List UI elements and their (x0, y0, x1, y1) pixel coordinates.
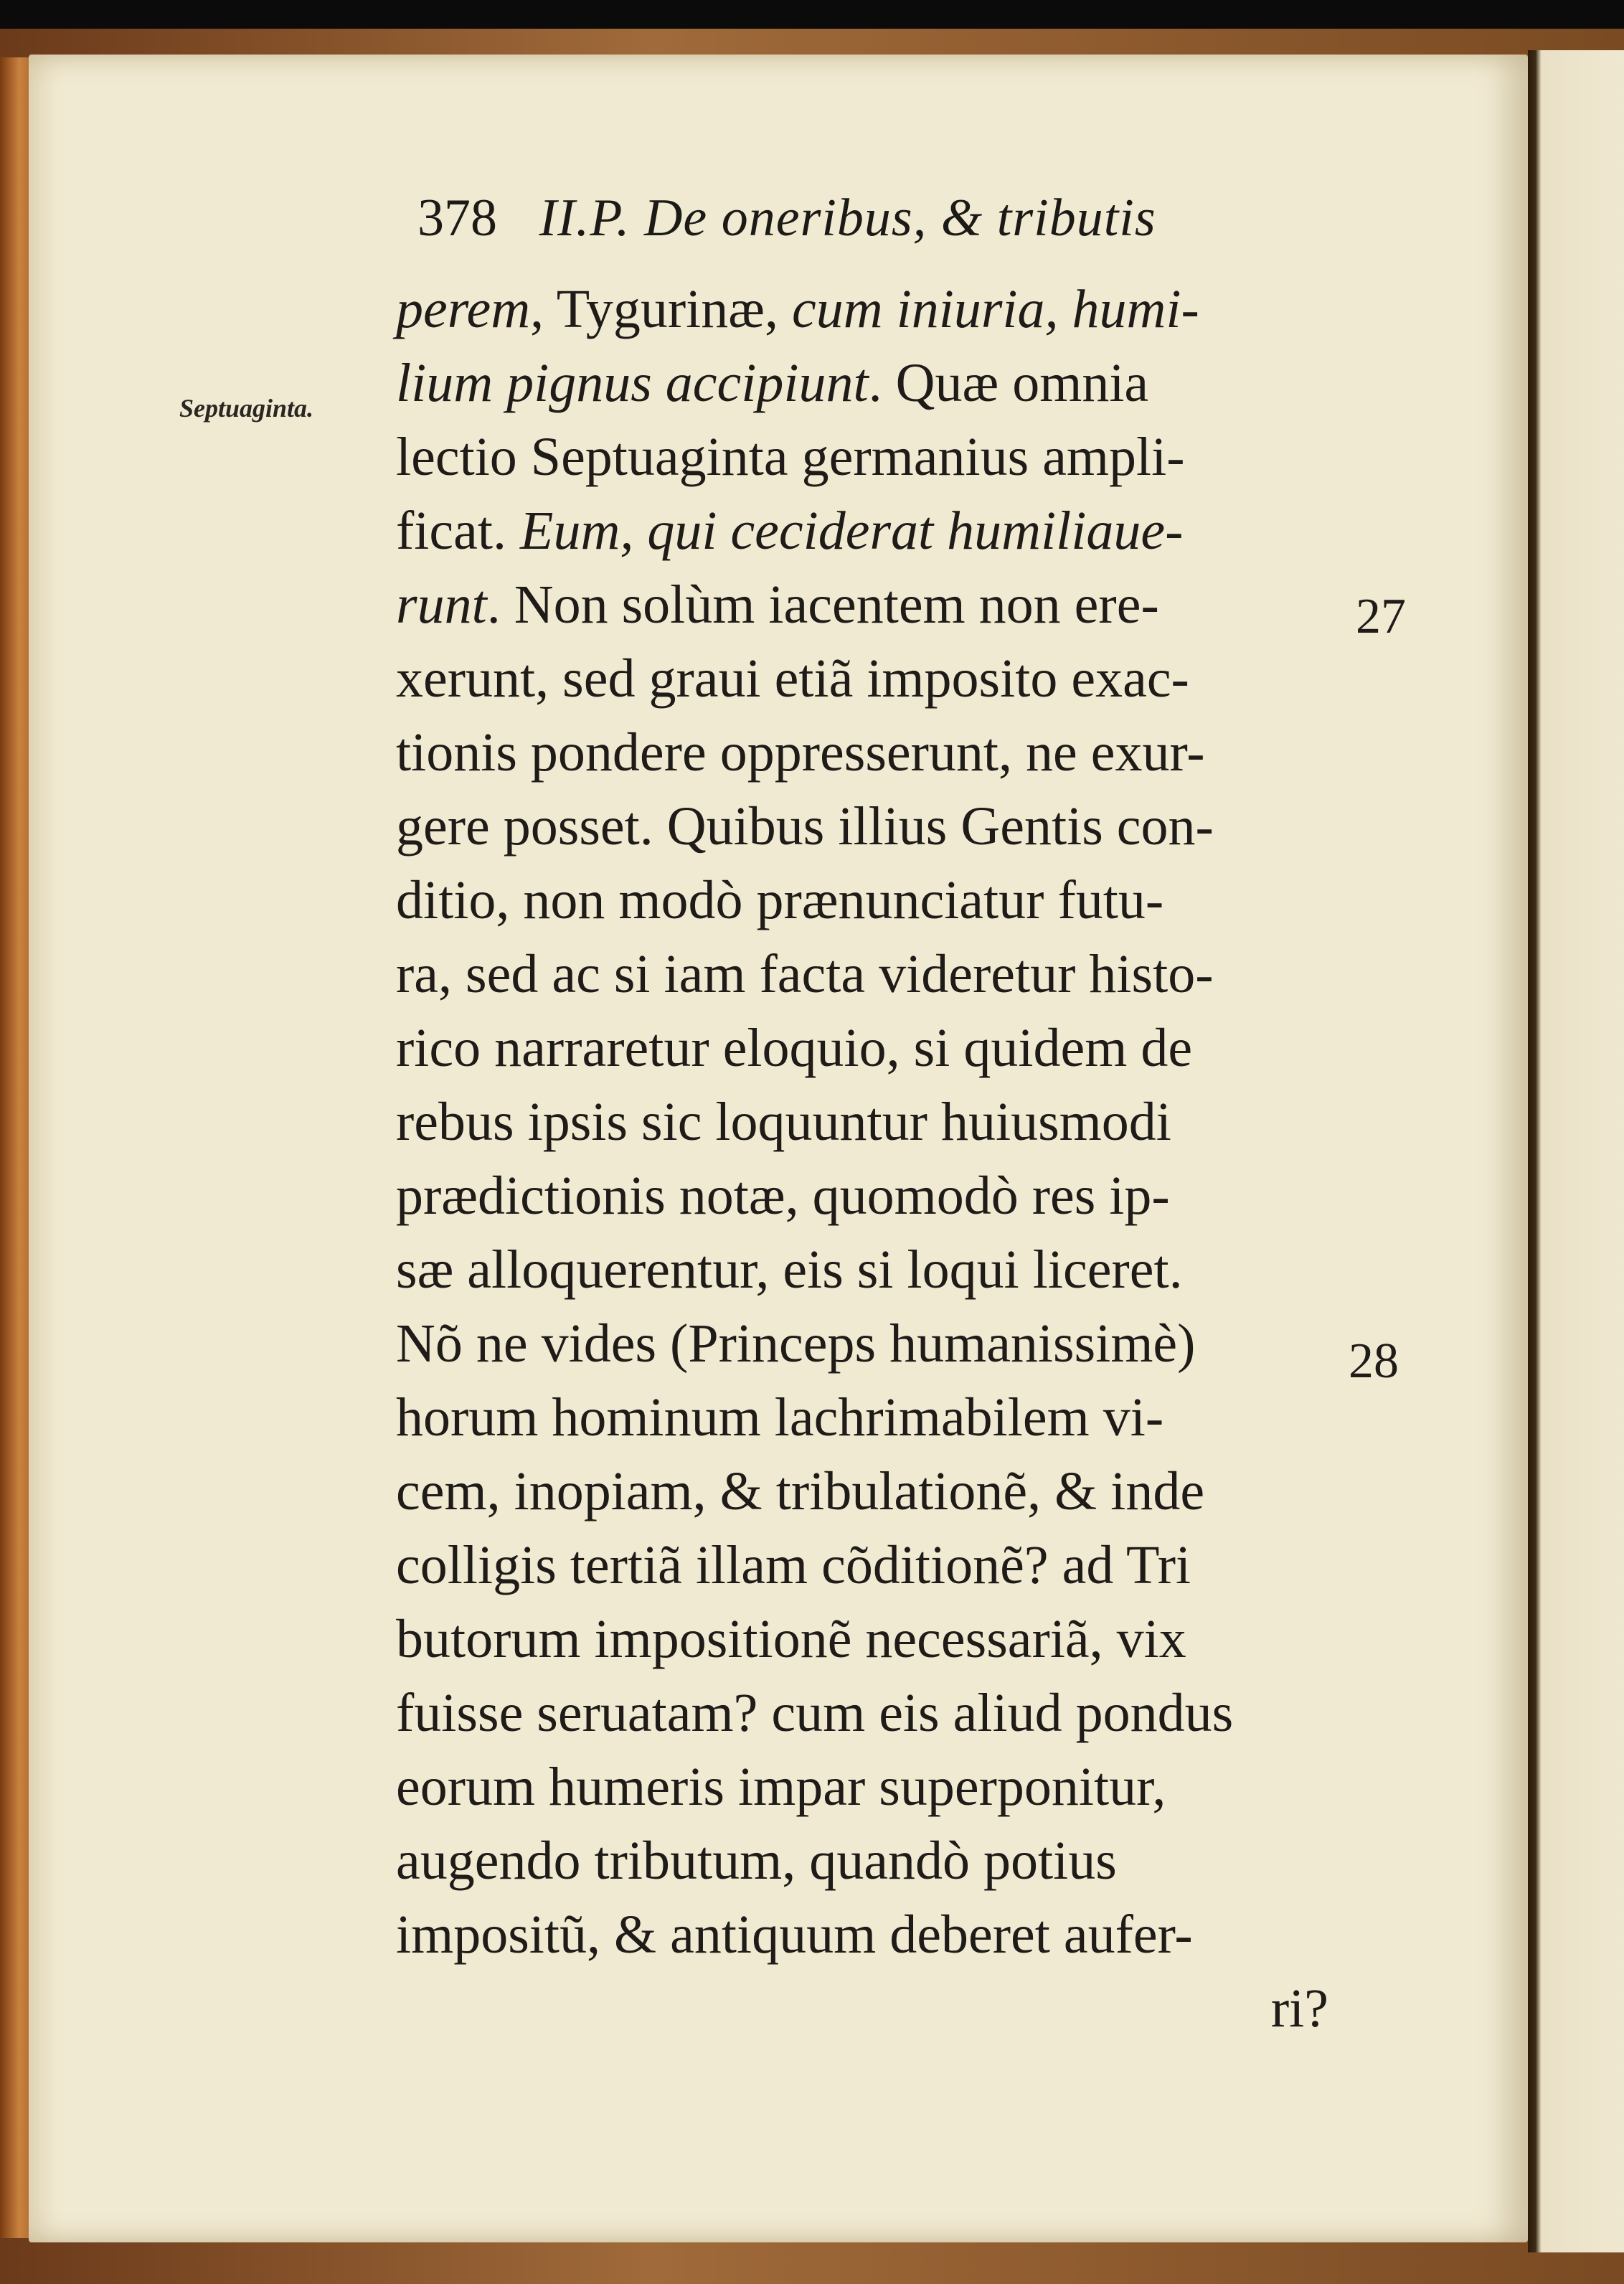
text-segment: fuisse seruatam? cum eis aliud pondus (396, 1683, 1234, 1743)
text-line (396, 494, 1328, 568)
text-segment: rebus ipsis sic loquuntur huiusmodi (396, 1092, 1171, 1152)
text-segment: perem (396, 279, 531, 339)
text-line (396, 790, 1328, 864)
text-line (396, 1381, 1328, 1455)
text-segment: prædictionis notæ, quomodò res ip- (396, 1166, 1170, 1226)
text-segment: rico narraretur eloquio, si quidem de (396, 1018, 1193, 1078)
text-segment: ditio, non modò prænunciatur futu- (396, 870, 1164, 930)
text-segment: runt (396, 575, 487, 635)
text-segment: Eum, qui ceciderat humiliaue- (520, 501, 1184, 561)
text-line (396, 1898, 1328, 1972)
text-segment: butorum impositionẽ necessariã, vix (396, 1609, 1186, 1669)
page-number: 378 (417, 189, 497, 247)
text-segment: horum hominum lachrimabilem vi- (396, 1387, 1164, 1448)
marginal-number-27: 27 (1356, 589, 1406, 644)
text-segment: , Tygurinæ, (530, 279, 792, 339)
text-line (396, 716, 1328, 790)
text-line (396, 420, 1328, 494)
text-line (396, 938, 1328, 1011)
body-text (396, 273, 1328, 2046)
marginal-number-28: 28 (1349, 1334, 1399, 1389)
text-line (396, 864, 1328, 938)
text-segment: impositũ, & antiquum deberet aufer- (396, 1905, 1193, 1965)
text-segment: tionis pondere oppresserunt, ne exur- (396, 722, 1205, 783)
marginal-note: Septuaginta. (179, 394, 314, 423)
running-title: II.P. De oneribus, & tributis (539, 189, 1156, 247)
text-line (396, 1529, 1328, 1603)
text-line (396, 1455, 1328, 1529)
text-line (396, 1011, 1328, 1085)
text-line (396, 1233, 1328, 1307)
text-segment: sæ alloquerentur, eis si loqui liceret. (396, 1240, 1183, 1300)
text-segment: lium pignus accipiunt (396, 353, 869, 413)
text-line (396, 568, 1328, 642)
text-line (396, 642, 1328, 716)
text-segment: colligis tertiã illam cõditionẽ? ad Tri (396, 1535, 1191, 1595)
text-line (396, 273, 1328, 346)
text-segment: eorum humeris impar superponitur, (396, 1757, 1166, 1817)
text-line (396, 1603, 1328, 1676)
text-segment: Nõ ne vides (Princeps humanissimè) (396, 1313, 1196, 1374)
text-segment: xerunt, sed graui etiã imposito exac- (396, 648, 1189, 709)
text-line (396, 1824, 1328, 1898)
text-line (396, 1307, 1328, 1381)
running-header (417, 188, 1307, 267)
text-segment: ficat. (396, 501, 521, 561)
text-segment: ra, sed ac si iam facta videretur histo- (396, 944, 1214, 1004)
text-segment: cum iniuria, humi- (791, 279, 1199, 339)
text-segment: lectio Septuaginta germanius ampli- (396, 427, 1185, 487)
text-line (396, 1676, 1328, 1750)
text-line (396, 1159, 1328, 1233)
text-segment: . Non solùm iacentem non ere- (486, 575, 1159, 635)
text-segment: gere posset. Quibus illius Gentis con- (396, 796, 1214, 856)
text-line (396, 1085, 1328, 1159)
text-segment: cem, inopiam, & tribulationẽ, & inde (396, 1461, 1205, 1521)
facing-page-edge (1528, 50, 1624, 2252)
text-segment: augendo tributum, quandò potius (396, 1831, 1117, 1891)
text-line (396, 346, 1328, 420)
text-segment: . Quæ omnia (868, 353, 1149, 413)
text-line (396, 1750, 1328, 1824)
text-line-last: ri? (1270, 1978, 1328, 2039)
